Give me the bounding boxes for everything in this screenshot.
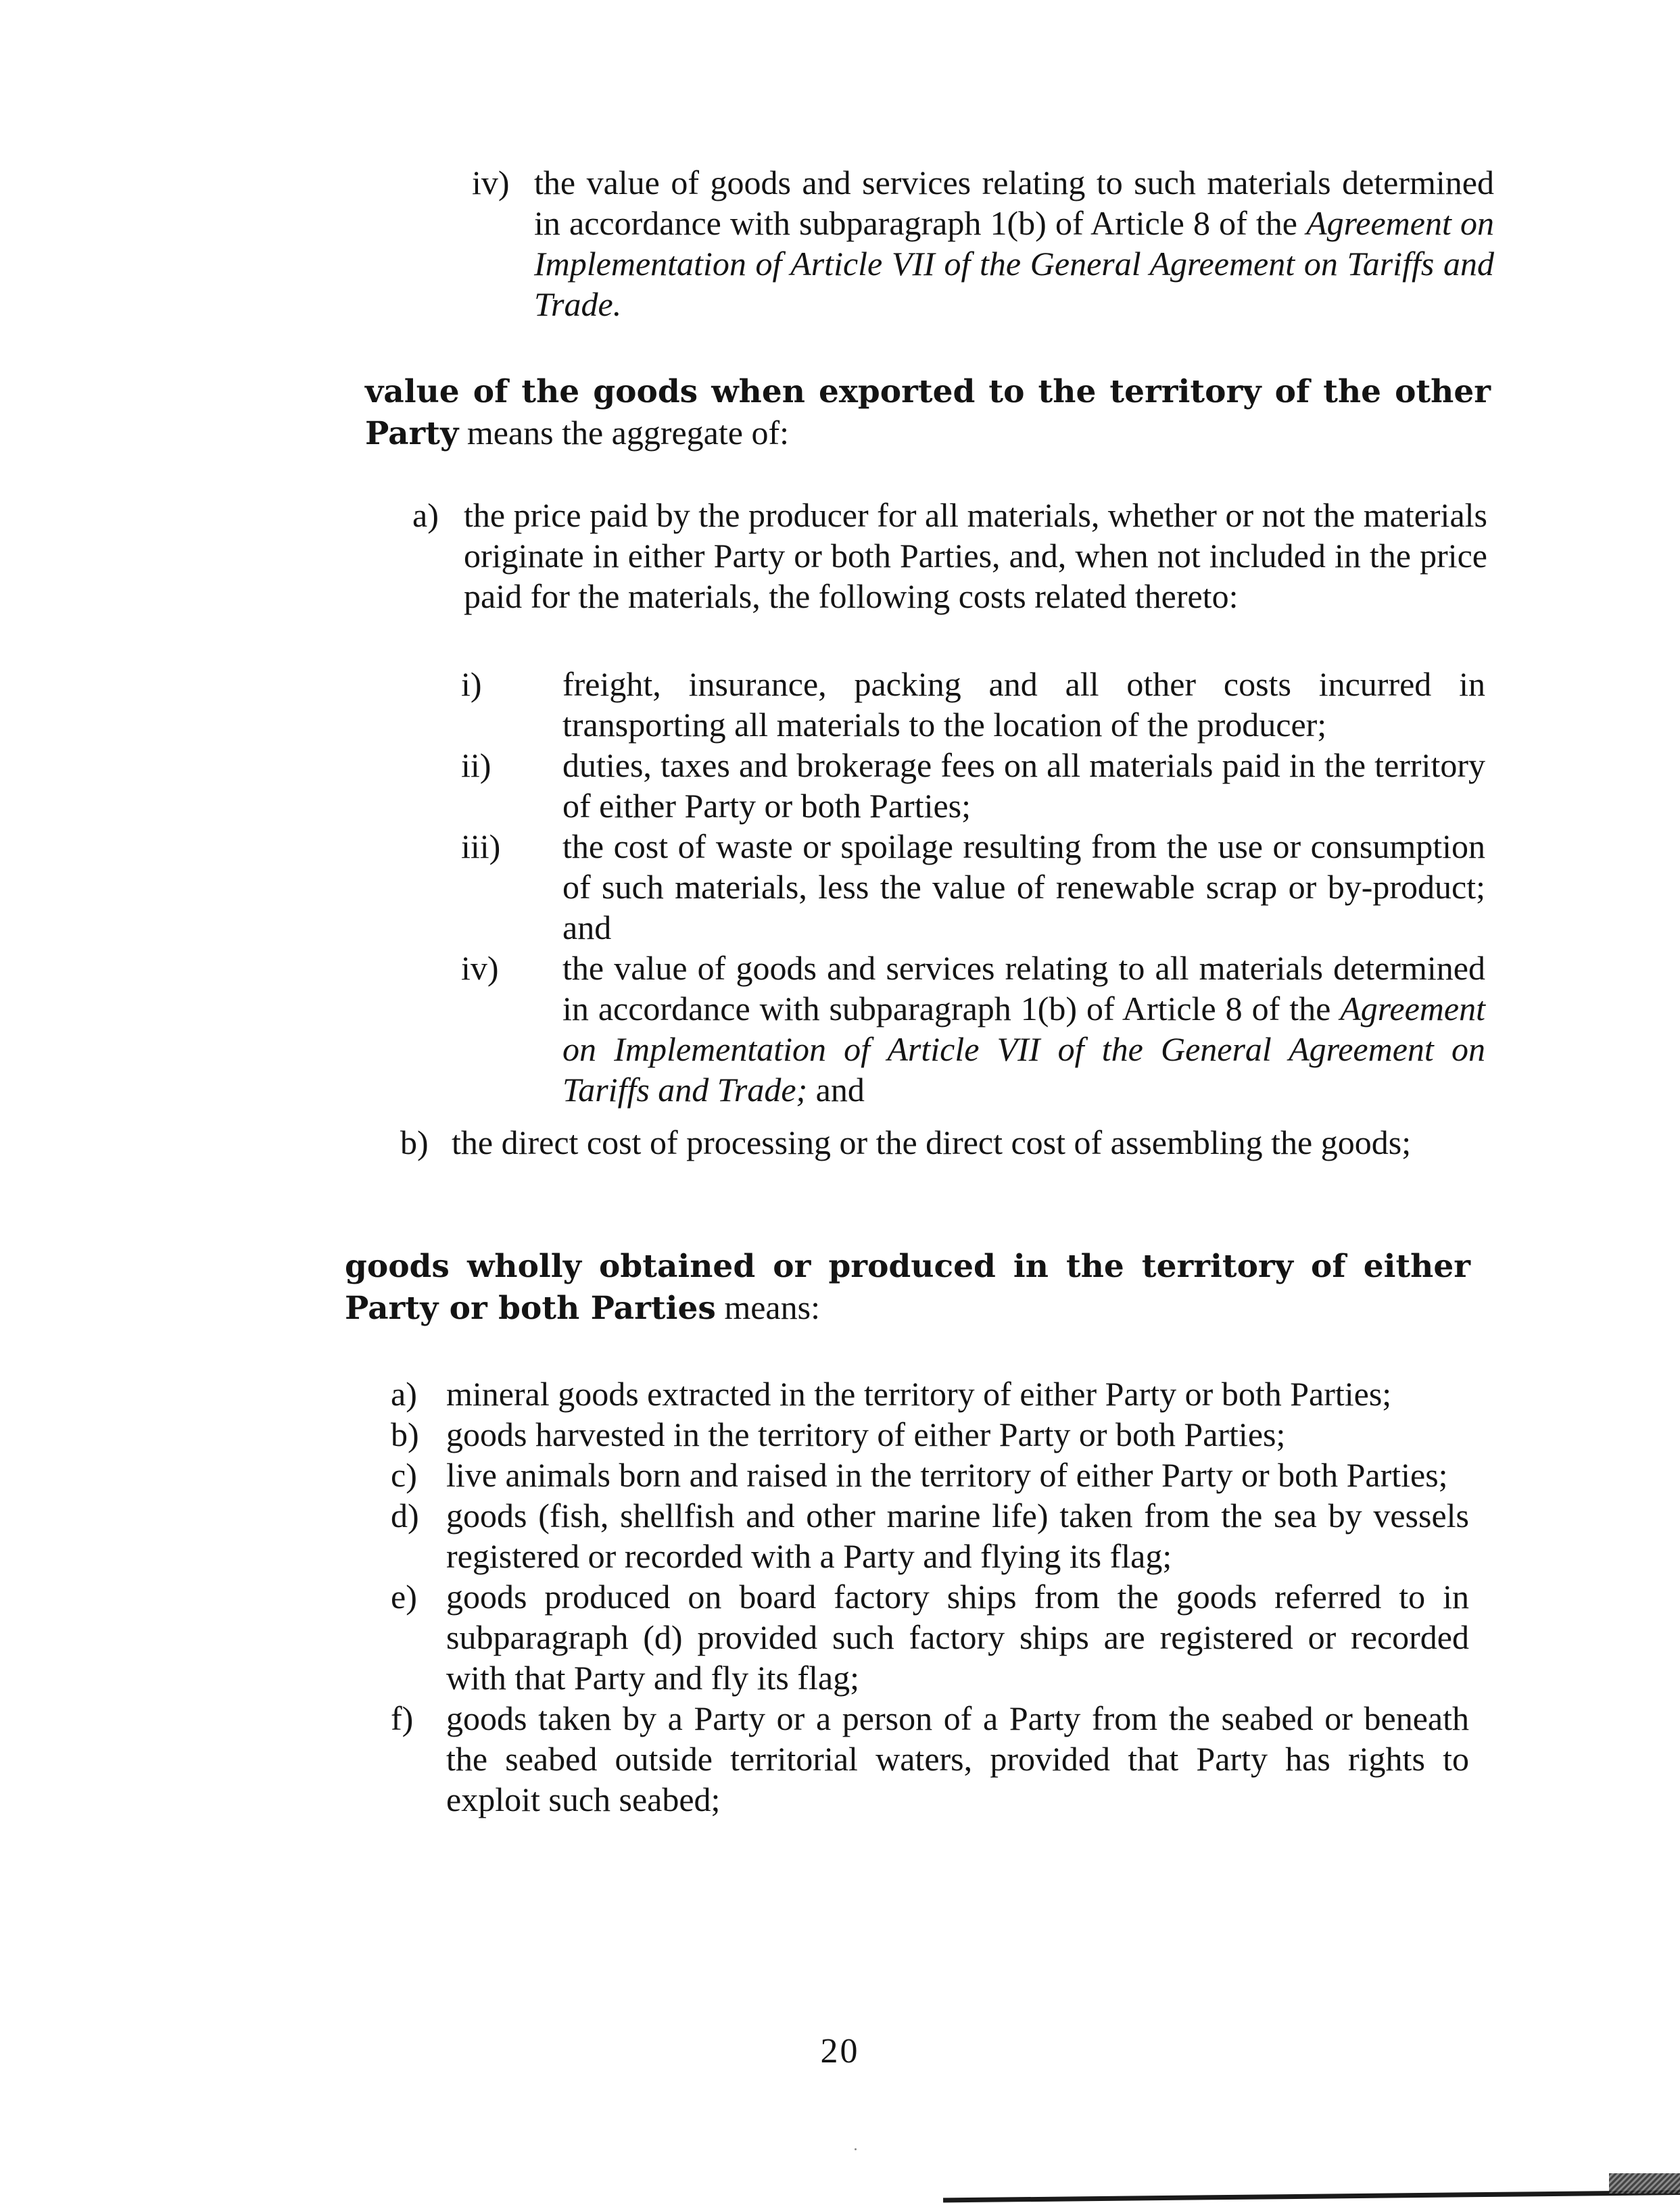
subitem-label: iv): [461, 949, 499, 987]
item-label: b): [400, 1123, 429, 1161]
item-label: b): [391, 1415, 419, 1453]
item-text: live animals born and raised in the territory of either Party or both Parties;: [446, 1456, 1448, 1494]
definition-value-when-exported: [365, 370, 1491, 454]
subitem-label: iii): [461, 827, 501, 865]
item-text: goods taken by a Party or a person of a Party from the seabed or beneath the seabed outside territorial waters, provided that Party has rights to exploit such seabed;: [446, 1699, 1469, 1818]
def2-items: [391, 1374, 1469, 1820]
item-label: a): [391, 1375, 417, 1413]
item-text: the price paid by the producer for all materials, whether or not the materials originate in either Party or both Parties, and, when not included in the price paid for the materials, the following costs related thereto:: [464, 496, 1487, 615]
subitem-text: duties, taxes and brokerage fees on all materials paid in the territory of either Party or both Parties;: [562, 746, 1485, 825]
item-label: f): [391, 1699, 414, 1737]
def1-item-a: [412, 495, 1487, 616]
item-text: goods produced on board factory ships from the goods referred to in subparagraph (d) provided such factory ships are registered or recorded with that Party and fly its flag;: [446, 1578, 1469, 1697]
item-text: goods (fish, shellfish and other marine life) taken from the sea by vessels registered or recorded with a Party and flying its flag;: [446, 1497, 1469, 1575]
definition-lead-in: means:: [715, 1288, 820, 1326]
subitem-text: freight, insurance, packing and all other costs incurred in transporting all materials to the location of the producer;: [562, 665, 1485, 744]
definition-heading: [345, 1245, 1470, 1329]
item-text: goods harvested in the territory of either Party or both Parties;: [446, 1415, 1286, 1453]
defined-term: goods wholly obtained or produced in the territory of either Party or both Parties: [345, 1248, 1470, 1327]
definition-wholly-obtained: [345, 1245, 1470, 1329]
scan-speck: [855, 2148, 857, 2150]
subitem-label: ii): [461, 746, 491, 784]
page-number: 20: [820, 2032, 860, 2071]
subitem-text: the cost of waste or spoilage resulting from the use or consumption of such materials, less the value of renewable scrap or by-product; and: [562, 827, 1485, 946]
scan-corner-artifact: [1609, 2173, 1680, 2194]
item-text: mineral goods extracted in the territory of either Party or both Parties;: [446, 1375, 1392, 1413]
subitem-label: i): [461, 665, 482, 703]
def1-item-b: [400, 1122, 1482, 1163]
defined-term: value of the goods when exported to the territory of the other Party: [365, 373, 1491, 452]
top-subitem: [472, 162, 1494, 324]
def1-subitems: [461, 664, 1485, 1110]
item-label: d): [391, 1497, 419, 1534]
item-label: c): [391, 1456, 417, 1494]
definition-heading: [365, 370, 1491, 454]
item-text: the direct cost of processing or the direct cost of assembling the goods;: [452, 1123, 1412, 1161]
definition-lead-in: means the aggregate of:: [458, 414, 789, 452]
scan-edge-shadow: [943, 2190, 1680, 2202]
item-label: a): [412, 496, 439, 534]
subitem-text: the value of goods and services relating to such materials determined in accordance with subparagraph 1(b) of Article 8 of the Agreement on Implementation of Article VII of the General Agreement on Tariffs and Trade.: [534, 164, 1494, 323]
item-label: e): [391, 1578, 417, 1616]
subitem-label: iv): [472, 164, 510, 201]
subitem-text: the value of goods and services relating to all materials determined in accordance with subparagraph 1(b) of Article 8 of the Agreement on Implementation of Article VII of the General Agreement on Tariffs and Trade; and: [562, 949, 1485, 1109]
